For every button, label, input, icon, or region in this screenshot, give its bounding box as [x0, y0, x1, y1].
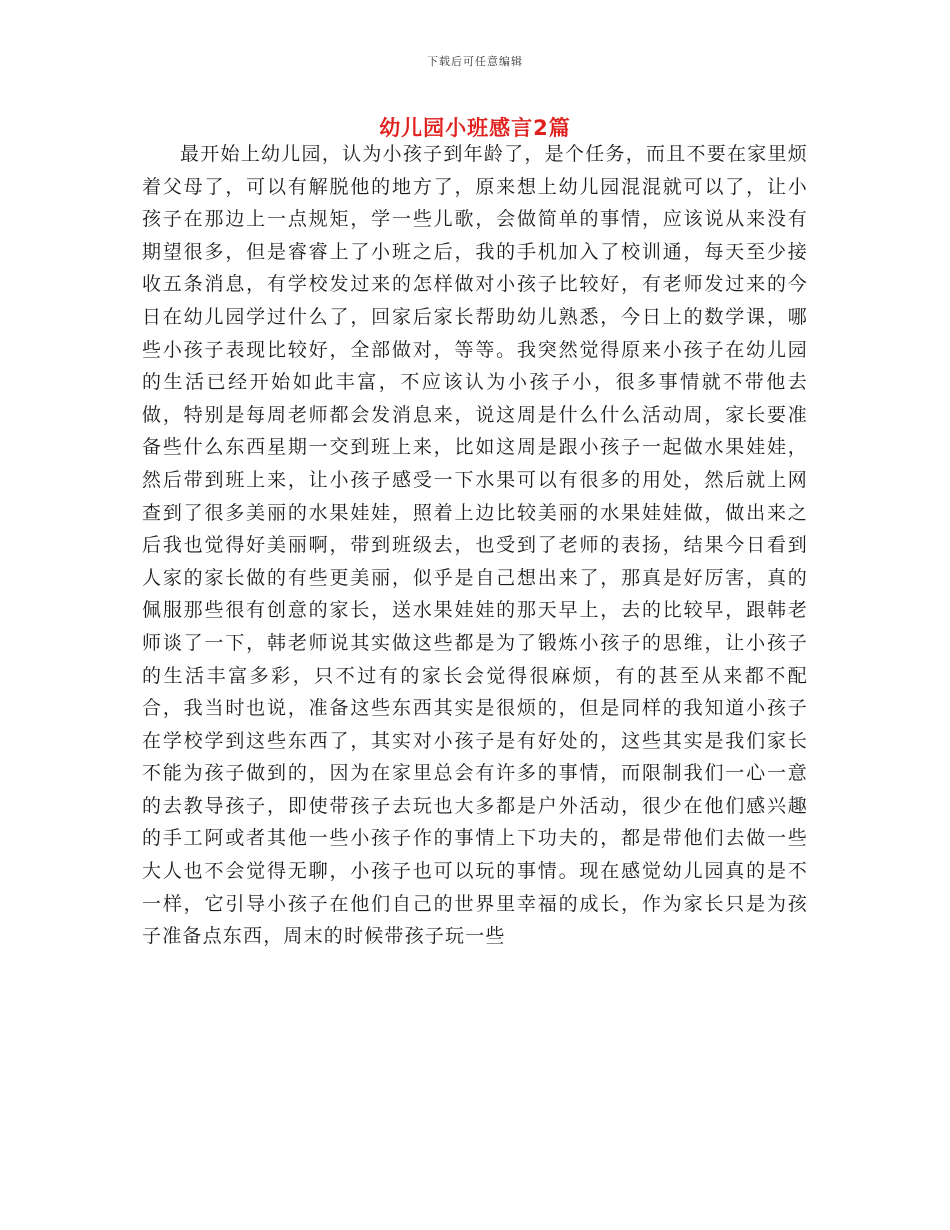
- document-title: 幼儿园小班感言2篇: [379, 116, 571, 140]
- body-paragraph: 最开始上幼儿园，认为小孩子到年龄了，是个任务，而且不要在家里烦着父母了，可以有解脱他的地方了，原来想上幼儿园混混就可以了，让小孩子在那边上一点规矩，学一些儿歌，会做简单的事情，应该说从来没有期望很多，但是睿睿上了小班之后，我的手机加入了校训通，每天至少接收五条消息，有学校发过来的怎样做对小孩子比较好，有老师发过来的今日在幼儿园学过什么了，回家后家长帮助幼儿熟悉，今日上的数学课，哪些小孩子表现比较好，全部做对，等等。我突然觉得原来小孩子在幼儿园的生活已经开始如此丰富，不应该认为小孩子小，很多事情就不带他去做，特别是每周老师都会发消息来，说这周是什么什么活动周，家长要准备些什么东西星期一交到班上来，比如这周是跟小孩子一起做水果娃娃，然后带到班上来，让小孩子感受一下水果可以有很多的用处，然后就上网查到了很多美丽的水果娃娃，照着上边比较美丽的水果娃娃做，做出来之后我也觉得好美丽啊，带到班级去，也受到了老师的表扬，结果今日看到人家的家长做的有些更美丽，似乎是自己想出来了，那真是好厉害，真的佩服那些很有创意的家长，送水果娃娃的那天早上，去的比较早，跟韩老师谈了一下，韩老师说其实做这些都是为了锻炼小孩子的思维，让小孩子的生活丰富多彩，只不过有的家长会觉得很麻烦，有的甚至从来都不配合，我当时也说，准备这些东西其实是很烦的，但是同样的我知道小孩子在学校学到这些东西了，其实对小孩子是有好处的，这些其实是我们家长不能为孩子做到的，因为在家里总会有许多的事情，而限制我们一心一意的去教导孩子，即使带孩子去玩也大多都是户外活动，很少在他们感兴趣的手工阿或者其他一些小孩子作的事情上下功夫的，都是带他们去做一些大人也不会觉得无聊，小孩子也可以玩的事情。现在感觉幼儿园真的是不一样，它引导小孩子在他们自己的世界里幸福的成长，作为家长只是为孩子准备点东西，周末的时候带孩子玩一些: [142, 143, 808, 948]
- header-note: 下载后可任意编辑: [427, 55, 523, 68]
